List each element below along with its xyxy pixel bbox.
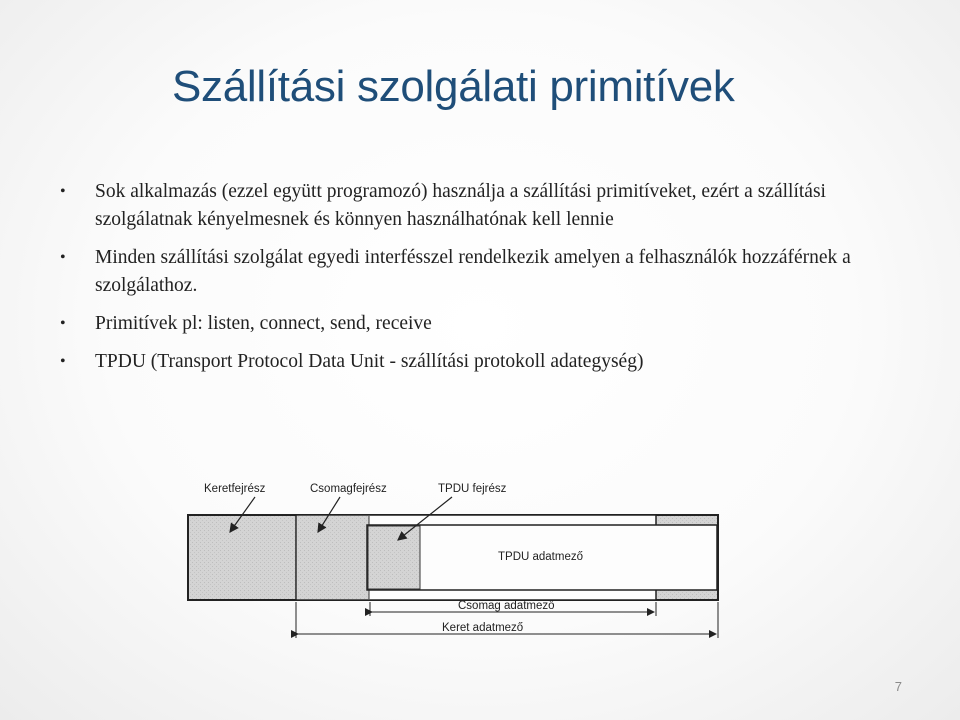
encapsulation-diagram xyxy=(180,470,725,650)
bullet-dot-icon: • xyxy=(60,353,66,370)
bullet-text: TPDU (Transport Protocol Data Unit - szállítási protokoll adategység) xyxy=(95,351,644,372)
bullet-item xyxy=(60,178,920,234)
bullet-text: Minden szállítási szolgálat egyedi interfésszel rendelkezik amelyen a felhasználók hozzáférnek a szolgálathoz. xyxy=(95,247,851,296)
bullet-text: Primitívek pl: listen, connect, send, receive xyxy=(95,313,432,334)
bullet-item xyxy=(60,348,920,376)
bullet-text: Sok alkalmazás (ezzel együtt programozó) használja a szállítási primitíveket, ezért a szállítási szolgálatnak kényelmesnek és könnyen használhatónak kell lennie xyxy=(95,181,826,230)
bullet-dot-icon: • xyxy=(60,183,66,200)
slide-title: Szállítási szolgálati primitívek xyxy=(172,62,735,111)
bullet-item xyxy=(60,244,920,300)
tpdu-header-box xyxy=(368,526,420,589)
encapsulation-svg xyxy=(180,470,725,650)
bullet-list xyxy=(60,178,920,386)
packet-header-label: Csomagfejrész xyxy=(310,483,387,495)
packet-header-box xyxy=(297,516,369,599)
bullet-dot-icon: • xyxy=(60,249,66,266)
page-number: 7 xyxy=(894,679,902,694)
bullet-dot-icon: • xyxy=(60,315,66,332)
packet-payload-label: Csomag adatmező xyxy=(458,600,555,612)
frame-header-label: Keretfejrész xyxy=(204,483,266,495)
frame-payload-label: Keret adatmező xyxy=(442,622,524,634)
tpdu-header-label: TPDU fejrész xyxy=(438,483,507,495)
tpdu-payload-label: TPDU adatmező xyxy=(498,551,584,563)
bullet-item xyxy=(60,310,920,338)
